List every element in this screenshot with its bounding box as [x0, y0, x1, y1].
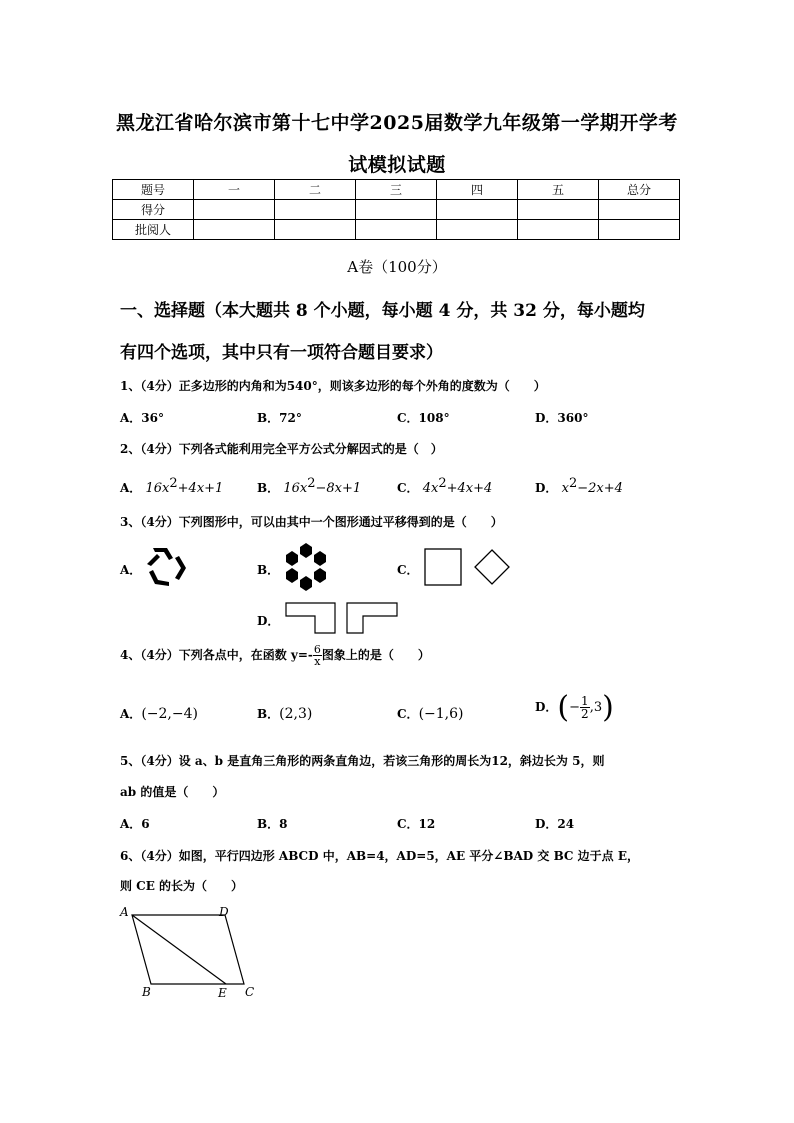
q4-option-c[interactable]: C．(−1,6): [397, 706, 464, 722]
q3-option-c-label[interactable]: C．: [397, 563, 419, 577]
section1-heading-line1: 一、选择题（本大题共 8 个小题，每小题 4 分，共 32 分，每小题均: [120, 301, 645, 321]
question-1-text: 1、（4分）正多边形的内角和为540°，则该多边形的每个外角的度数为（ ）: [120, 379, 546, 393]
score-cell[interactable]: [599, 200, 680, 220]
score-cell[interactable]: [194, 200, 275, 220]
q2-option-b[interactable]: B． $16x^2-8x+1$: [257, 476, 362, 496]
vertex-label-d: D: [219, 905, 229, 919]
q3-option-b-label[interactable]: B．: [257, 563, 280, 577]
score-table: [112, 179, 680, 240]
score-cell[interactable]: [275, 200, 356, 220]
q1-option-a[interactable]: A．36°: [120, 411, 165, 425]
option-label: D．: [535, 481, 558, 495]
score-table-header-row: [113, 180, 680, 200]
q5-option-c[interactable]: C．12: [397, 817, 436, 831]
vertex-label-b: B: [142, 985, 151, 999]
q3-option-d-label[interactable]: D．: [257, 614, 280, 628]
q4-option-a[interactable]: A．(−2,−4): [120, 706, 198, 722]
q5-option-b[interactable]: B．8: [257, 817, 288, 831]
grader-row-label: 批阅人: [113, 220, 194, 240]
question-5-text-line1: 5、（4分）设 a、b 是直角三角形的两条直角边，若该三角形的周长为12，斜边长为 5，则: [120, 754, 605, 768]
grader-cell[interactable]: [356, 220, 437, 240]
fraction: $\frac{1}{2}$: [581, 694, 589, 721]
grader-cell[interactable]: [437, 220, 518, 240]
section1-heading-line2: 有四个选项，其中只有一项符合题目要求）: [120, 343, 443, 363]
grader-cell[interactable]: [275, 220, 356, 240]
score-cell[interactable]: [518, 200, 599, 220]
square-and-diamond-icon: [424, 548, 512, 586]
q2-option-d[interactable]: D． $x^2-2x+4$: [535, 476, 623, 496]
score-table-header: 一: [194, 180, 275, 200]
grader-cell[interactable]: [599, 220, 680, 240]
score-cell[interactable]: [356, 200, 437, 220]
q4-option-b[interactable]: B．(2,3): [257, 706, 313, 722]
question-6-text-line1: 6、（4分）如图，平行四边形 ABCD 中，AB=4，AD=5，AE 平分∠BAD 交 BC 边于点 E，: [120, 849, 639, 863]
vertex-label-e: E: [218, 986, 227, 1000]
section-a-heading: A卷（100分）: [347, 258, 447, 276]
score-table-header: 题号: [113, 180, 194, 200]
question-4-text: 4、（4分）下列各点中，在函数 y=- $\frac{6}{x}$ 图象上的是（ ）: [120, 643, 430, 668]
fraction: $\frac{6}{x}$: [313, 643, 321, 668]
hexagon-cluster-icon: [282, 543, 330, 591]
vertex-label-a: A: [120, 905, 129, 919]
score-row: [113, 200, 680, 220]
question-2-text: 2、（4分）下列各式能利用完全平方公式分解因式的是（ ）: [120, 442, 443, 456]
question-6-text-line2: 则 CE 的长为（ ）: [120, 879, 244, 893]
q1-option-c[interactable]: C．108°: [397, 411, 450, 425]
q5-option-a[interactable]: A．6: [120, 817, 150, 831]
q4-option-d[interactable]: D．(− $\frac{1}{2}$ ,3): [535, 690, 614, 725]
vertex-label-c: C: [245, 985, 255, 999]
grader-cell[interactable]: [518, 220, 599, 240]
l-shapes-icon: [285, 602, 399, 636]
score-table-header: 四: [437, 180, 518, 200]
q2-option-a[interactable]: A． $16x^2+4x+1$: [120, 476, 224, 496]
exam-title-line1: 黑龙江省哈尔滨市第十七中学2025届数学九年级第一学期开学考: [116, 112, 678, 134]
option-label: C．: [397, 481, 419, 495]
score-cell[interactable]: [437, 200, 518, 220]
question-3-text: 3、（4分）下列图形中，可以由其中一个图形通过平移得到的是（ ）: [120, 515, 503, 529]
q2-option-c[interactable]: C． $4x^2+4x+4$: [397, 476, 493, 496]
exam-title-line2: 试模拟试题: [348, 154, 446, 176]
option-label: B．: [257, 481, 280, 495]
score-table-header: 五: [518, 180, 599, 200]
parallelogram-figure: [118, 902, 268, 1002]
score-table-header: 二: [275, 180, 356, 200]
q5-option-d[interactable]: D．24: [535, 817, 575, 831]
q3-option-a-label[interactable]: A．: [120, 563, 142, 577]
grader-row: [113, 220, 680, 240]
option-label: A．: [120, 481, 142, 495]
question-5-text-line2: ab 的值是（ ）: [120, 785, 225, 799]
score-row-label: 得分: [113, 200, 194, 220]
score-table-header: 总分: [599, 180, 680, 200]
q1-option-d[interactable]: D．360°: [535, 411, 589, 425]
grader-cell[interactable]: [194, 220, 275, 240]
score-table-header: 三: [356, 180, 437, 200]
triangle-arrows-icon: [145, 546, 189, 590]
q1-option-b[interactable]: B．72°: [257, 411, 302, 425]
